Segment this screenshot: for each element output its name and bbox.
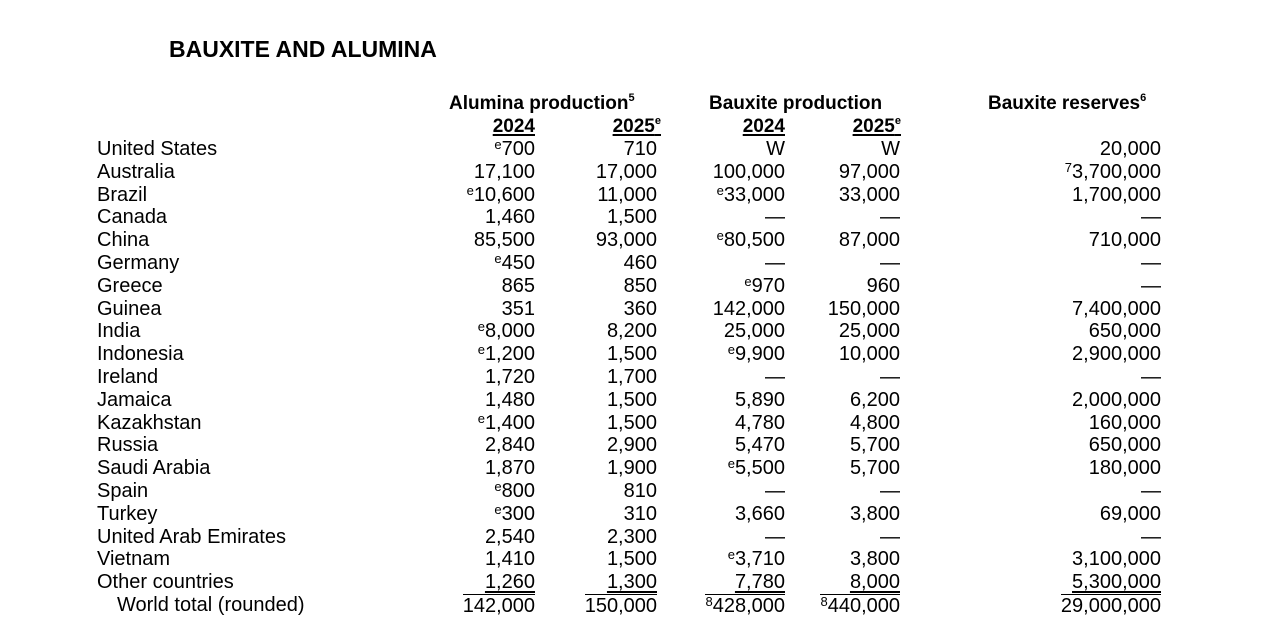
reserves-value [1089,457,1161,480]
cell-value: 3,100,000 [1072,548,1161,571]
table-row [0,252,1280,275]
cell-value: W [766,138,785,160]
cell-value: 7,780 [734,571,785,594]
cell-value: W [881,138,900,160]
cell-value: — [880,479,900,502]
cell-value: — [765,525,785,548]
country-name: Saudi Arabia [97,457,211,480]
alumina-2024-value [478,320,535,343]
alumina-2025-value [624,503,657,526]
alumina-2024-value [485,206,535,229]
cell-value: 17,100 [473,160,535,183]
bauxite-2025-value [850,548,900,571]
cell-value: — [1141,479,1161,502]
reserves-value [1141,366,1161,389]
cell-value: — [1141,274,1161,297]
cell-value: 3,700,000 [1072,160,1161,183]
cell-value: 1,400 [484,411,535,434]
page-title: BAUXITE AND ALUMINA [169,36,437,62]
reserves-value [1141,275,1161,298]
footnote-mark: e [727,456,735,472]
bauxite-2025-header: 2025e [852,114,901,137]
footnote-mark: e [477,342,485,358]
table-row [0,275,1280,298]
cell-value: 450 [501,251,535,274]
alumina-2025-value [607,389,657,412]
cell-value: 7,400,000 [1072,297,1161,320]
cell-value: 5,700 [849,434,900,457]
cell-value: 20,000 [1099,138,1161,160]
cell-value: 810 [623,479,657,502]
cell-value: 2,900 [606,434,657,457]
bauxite-2025-value [839,161,900,184]
cell-value: 93,000 [595,229,657,252]
reserves-value [1089,229,1161,252]
alumina-2025-value [607,366,657,389]
alumina-2024-value [467,184,535,207]
bauxite-2024-value [765,526,785,549]
bauxite-2025-value [880,526,900,549]
alumina-2024-value [485,526,535,549]
country-name: Indonesia [97,343,184,366]
reserves-value [1100,138,1161,161]
cell-value: 25,000 [838,320,900,343]
table-row [0,526,1280,549]
alumina-2025-value [624,298,657,321]
cell-value: 8,000 [849,571,900,594]
bauxite-2025-value [880,206,900,229]
cell-value: 1,720 [484,365,535,388]
bauxite-2025-value [880,480,900,503]
bauxite-2024-value [717,229,785,252]
cell-value: 4,800 [849,411,900,434]
alumina-2024-value [478,343,535,366]
cell-value: 69,000 [1099,502,1161,525]
alumina-2025-value [607,548,657,571]
table-row [0,206,1280,229]
cell-value: 1,410 [484,548,535,571]
alumina-2025-value [596,229,657,252]
cell-value: 25,000 [723,320,785,343]
cell-value: 5,300,000 [1072,571,1161,594]
footnote-mark: e [727,547,735,563]
cell-value: 2,300 [606,525,657,548]
bauxite-production-header: Bauxite production [709,93,883,114]
reserves-value [1072,571,1161,594]
alumina-2025-value [585,594,657,618]
footnote-mark: e [494,501,502,517]
table-row [0,343,1280,366]
cell-value: 5,890 [734,388,785,411]
footnote-mark: e [477,319,485,335]
table-row [0,434,1280,457]
bauxite-2024-value [766,138,785,161]
country-name: United States [97,138,218,160]
bauxite-2025-value [828,298,900,321]
alumina-2025-value [607,412,657,435]
cell-value: 2,000,000 [1072,388,1161,411]
cell-value: 970 [751,274,785,297]
cell-value: 1,500 [606,388,657,411]
cell-value: 5,500 [734,457,785,480]
cell-value: 1,300 [606,571,657,594]
bauxite-2024-value [744,275,785,298]
bauxite-2025-value [850,571,900,594]
bauxite-2025-value [850,389,900,412]
footnote-mark: e [494,137,502,152]
country-name: Russia [97,434,159,457]
footnote-mark: e [494,478,502,494]
table-row [0,480,1280,503]
cell-value: 1,500 [606,206,657,229]
alumina-2025-value [607,434,657,457]
alumina-2025-value [597,184,657,207]
reserves-value [1065,161,1161,184]
bauxite-reserves-header: Bauxite reserves$^6$ [988,91,1147,114]
table-row [0,366,1280,389]
cell-value: 960 [866,274,900,297]
bauxite-2024-value [724,320,785,343]
cell-value: 800 [501,479,535,502]
footnote-mark: e [744,273,752,289]
country-name: India [97,320,141,343]
cell-value: 650,000 [1088,434,1161,457]
cell-value: 9,900 [734,343,785,366]
footnote-mark: e [494,250,502,266]
alumina-2025-value [607,457,657,480]
cell-value: 180,000 [1088,457,1161,480]
alumina-2024-value [485,571,535,594]
reserves-value [1072,298,1161,321]
country-name: Spain [97,479,149,502]
bauxite-2024-value [705,594,785,618]
table-row [0,457,1280,480]
cell-value: 33,000 [838,183,900,206]
bauxite-2025-value [867,275,900,298]
table-row [0,184,1280,207]
bauxite-2024-value [765,480,785,503]
reserves-value [1141,526,1161,549]
cell-value: 3,660 [734,502,785,525]
country-name: Jamaica [97,388,172,411]
table-row [0,161,1280,184]
bauxite-2024-value [728,343,785,366]
table-row [0,594,1280,617]
cell-value: 6,200 [849,388,900,411]
alumina-2024-value [494,138,535,161]
cell-value: — [1141,206,1161,229]
bauxite-2025-value [880,252,900,275]
country-name: Other countries [97,571,234,594]
reserves-value [1141,252,1161,275]
table-row [0,548,1280,571]
table-row [0,412,1280,435]
bauxite-2024-value [735,389,785,412]
footnote-mark: e [716,182,724,198]
cell-value: 142,000 [712,297,785,320]
bauxite-2025-value [881,138,900,161]
table-row [0,229,1280,252]
cell-value: — [880,206,900,229]
cell-value: 1,460 [484,206,535,229]
bauxite-2025-value [839,343,900,366]
reserves-value [1100,503,1161,526]
cell-value: 150,000 [584,594,657,617]
bauxite-2024-value [713,298,785,321]
cell-value: — [880,251,900,274]
cell-value: 10,000 [838,343,900,366]
bauxite-2024-value [765,252,785,275]
alumina-2025-value [624,480,657,503]
cell-value: 80,500 [723,229,785,252]
cell-value: 360 [623,297,657,320]
alumina-production-header: Alumina production$^5$ [449,91,635,114]
bauxite-2025-value [880,366,900,389]
cell-value: — [765,206,785,229]
alumina-2024-value [502,275,535,298]
cell-value: 17,000 [595,160,657,183]
alumina-2024-value [478,412,535,435]
alumina-2024-header: 2024 [492,116,535,137]
bauxite-2024-value [735,412,785,435]
reserves-value [1072,184,1161,207]
cell-value: 300 [501,502,535,525]
cell-value: — [1141,525,1161,548]
cell-value: 700 [501,138,535,160]
cell-value: 440,000 [827,594,900,617]
bauxite-2025-value [850,503,900,526]
alumina-2025-value [607,571,657,594]
cell-value: 351 [501,297,535,320]
data-table [0,138,1280,617]
reserves-value [1089,434,1161,457]
alumina-2025-value [624,138,657,161]
bauxite-2024-value [765,366,785,389]
country-name: Vietnam [97,548,171,571]
alumina-2024-value [474,161,535,184]
cell-value: 1,870 [484,457,535,480]
footnote-mark: e [466,182,474,198]
alumina-2025-value [607,343,657,366]
alumina-2025-value [596,161,657,184]
alumina-2024-value [485,434,535,457]
alumina-2024-value [485,548,535,571]
cell-value: 97,000 [838,160,900,183]
cell-value: — [1141,251,1161,274]
table-row [0,503,1280,526]
cell-value: 1,260 [484,571,535,594]
cell-value: 3,710 [734,548,785,571]
country-name: Greece [97,274,163,297]
footnote-mark: e [716,228,724,244]
bauxite-2024-value [735,434,785,457]
alumina-2024-value [485,389,535,412]
cell-value: 33,000 [723,183,785,206]
reserves-value [1072,343,1161,366]
cell-value: 150,000 [827,297,900,320]
reserves-value [1061,594,1161,618]
reserves-value [1072,548,1161,571]
footnote-mark: 7 [1064,159,1073,175]
footnote-mark: e [477,410,485,426]
bauxite-2025-value [839,229,900,252]
reserves-value [1072,389,1161,412]
cell-value: 1,700 [606,365,657,388]
footnote-mark: e [727,342,735,358]
country-name: Australia [97,160,175,183]
cell-value: 1,500 [606,548,657,571]
bauxite-2024-value [728,548,785,571]
table-row [0,389,1280,412]
reserves-value [1089,412,1161,435]
cell-value: — [765,251,785,274]
bauxite-2024-value [717,184,785,207]
cell-value: 87,000 [838,229,900,252]
cell-value: 1,900 [606,457,657,480]
cell-value: 1,500 [606,411,657,434]
cell-value: 1,500 [606,343,657,366]
cell-value: 460 [623,251,657,274]
cell-value: 85,500 [473,229,535,252]
table-row [0,298,1280,321]
footnote-mark: 8 [820,593,828,609]
alumina-2025-value [624,252,657,275]
alumina-2024-value [494,480,535,503]
bauxite-2024-value [713,161,785,184]
cell-value: 100,000 [712,160,785,183]
cell-value: 5,470 [734,434,785,457]
cell-value: 710,000 [1088,229,1161,252]
footnote-mark: 8 [705,593,713,609]
cell-value: 10,600 [473,183,535,206]
cell-value: 160,000 [1088,411,1161,434]
alumina-2025-header: 2025e [612,114,661,137]
bauxite-2025-value [839,184,900,207]
country-name: China [97,229,150,252]
bauxite-2024-header: 2024 [742,116,785,137]
alumina-2024-value [502,298,535,321]
bauxite-2025-value [850,434,900,457]
bauxite-2025-value [850,412,900,435]
cell-value: 850 [623,274,657,297]
country-name: Guinea [97,297,162,320]
cell-value: 8,000 [484,320,535,343]
cell-value: 865 [501,274,535,297]
alumina-2025-value [607,206,657,229]
country-name: United Arab Emirates [97,525,286,548]
reserves-value [1141,480,1161,503]
country-name: Germany [97,251,180,274]
bauxite-2024-value [728,457,785,480]
cell-value: 11,000 [597,183,657,206]
cell-value: 5,700 [849,457,900,480]
cell-value: — [880,525,900,548]
alumina-2024-value [485,366,535,389]
cell-value: 2,840 [484,434,535,457]
alumina-2024-value [474,229,535,252]
cell-value: 650,000 [1088,320,1161,343]
bauxite-2025-value [820,594,900,618]
cell-value: 1,700,000 [1072,183,1161,206]
cell-value: 29,000,000 [1060,594,1161,617]
alumina-2025-value [607,526,657,549]
country-name: World total (rounded) [117,593,305,616]
cell-value: 2,540 [484,525,535,548]
cell-value: 310 [623,502,657,525]
cell-value: 2,900,000 [1072,343,1161,366]
cell-value: 4,780 [734,411,785,434]
country-name: Canada [97,206,168,229]
reserves-value [1141,206,1161,229]
bauxite-2025-value [850,457,900,480]
alumina-2024-value [494,503,535,526]
bauxite-2025-value [839,320,900,343]
alumina-2025-value [624,275,657,298]
cell-value: 428,000 [712,594,785,617]
table-row [0,571,1280,594]
alumina-2025-value [607,320,657,343]
cell-value: — [1141,365,1161,388]
cell-value: 710 [623,138,657,160]
cell-value: — [765,479,785,502]
table-row [0,138,1280,161]
cell-value: — [765,365,785,388]
country-name: Kazakhstan [97,411,202,434]
country-name: Turkey [97,502,158,525]
alumina-2024-value [463,594,535,618]
cell-value: 3,800 [849,502,900,525]
bauxite-2024-value [735,571,785,594]
country-name: Ireland [97,365,159,388]
cell-value: 3,800 [849,548,900,571]
table-row [0,320,1280,343]
alumina-2024-value [494,252,535,275]
cell-value: 142,000 [462,594,535,617]
reserves-value [1089,320,1161,343]
cell-value: 1,200 [484,343,535,366]
cell-value: — [880,365,900,388]
bauxite-2024-value [735,503,785,526]
cell-value: 8,200 [606,320,657,343]
alumina-2024-value [485,457,535,480]
bauxite-2024-value [765,206,785,229]
country-name: Brazil [97,183,148,206]
cell-value: 1,480 [484,388,535,411]
